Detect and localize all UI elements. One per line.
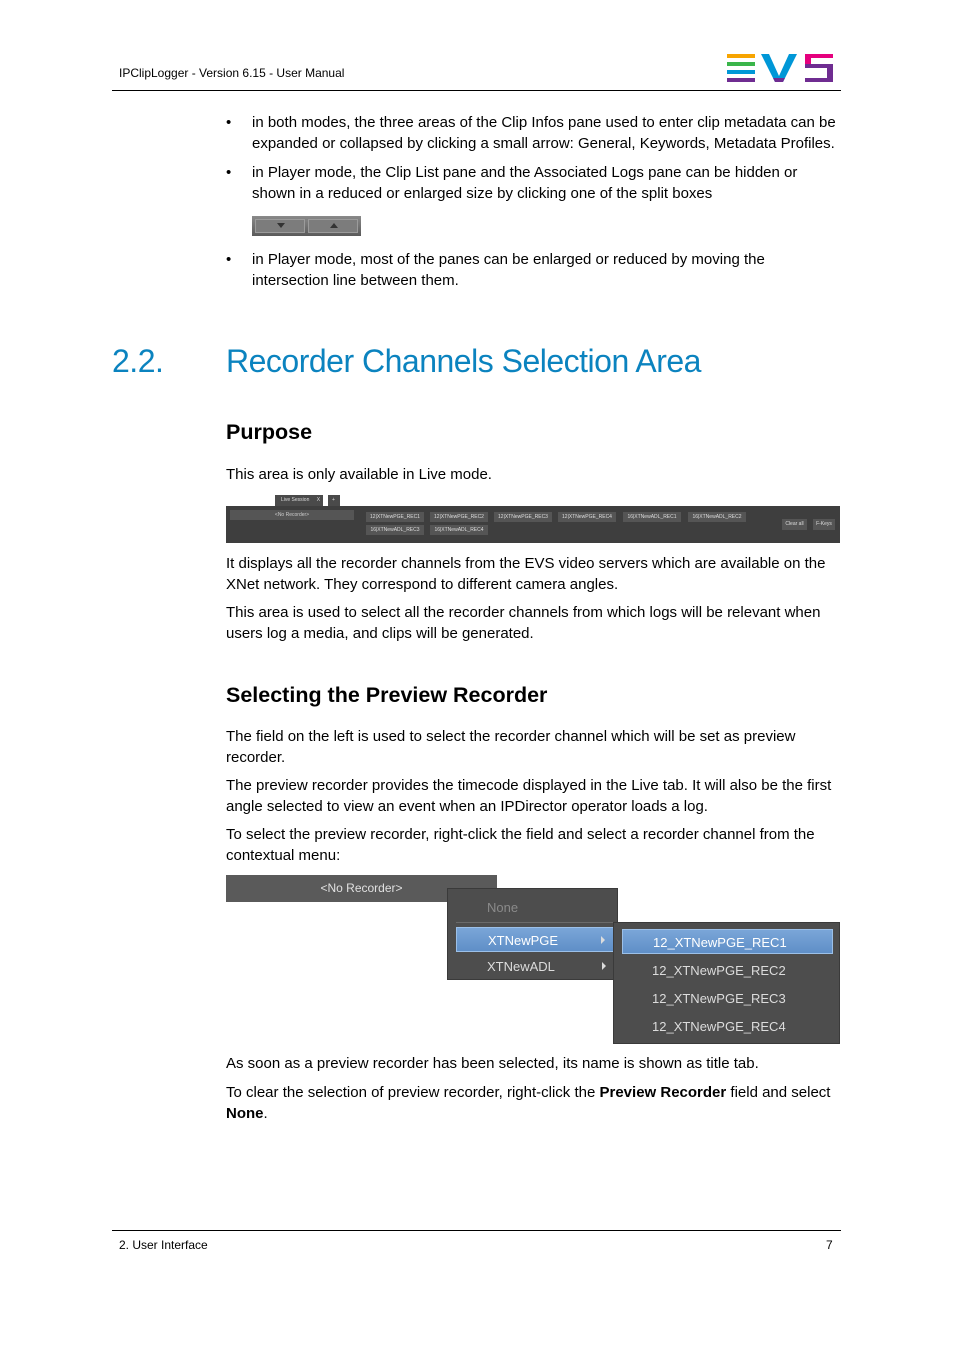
selecting-paragraph: The field on the left is used to select the recorder channel which will be set as preview recorder. <box>226 728 796 766</box>
bullet-marker: • <box>226 164 232 181</box>
fkeys-button[interactable]: F-Keys <box>813 519 835 530</box>
selecting-paragraph: As soon as a preview recorder has been selected, its name is shown as title tab. <box>226 1055 759 1072</box>
menu-item-xtnewadl[interactable] <box>456 954 614 979</box>
text-span: field and select <box>726 1084 831 1101</box>
bullet-text: in Player mode, most of the panes can be enlarged or reduced by moving the intersection line between them. <box>252 251 765 289</box>
purpose-paragraph: This area is used to select all the recorder channels from which logs will be relevant when users log a media, and clips will be generated. <box>226 604 821 642</box>
submenu-item[interactable]: 12_XTNewPGE_REC2 <box>652 963 786 978</box>
menu-item-label: XTNewADL <box>487 959 555 974</box>
channel-button[interactable]: 12|XTNewPGE_REC3 <box>494 512 552 522</box>
list-item <box>226 113 841 154</box>
split-boxes-image <box>252 216 361 236</box>
context-menu <box>447 888 618 980</box>
menu-item-label: XTNewPGE <box>488 933 559 948</box>
header-divider <box>112 90 841 91</box>
section-title: Recorder Channels Selection Area <box>226 343 701 379</box>
arrow-down-icon <box>277 223 285 228</box>
channel-button[interactable]: 16|XTNewADL_REC3 <box>366 525 424 535</box>
menu-item-none[interactable]: None <box>487 900 519 915</box>
channel-button[interactable]: 16|XTNewADL_REC4 <box>430 525 488 535</box>
bullet-text: in Player mode, the Clip List pane and the Associated Logs pane can be hidden or shown in a reduced or enlarged size by clicking one of the split boxes <box>252 164 798 202</box>
text-span: . <box>263 1104 268 1122</box>
clear-all-button[interactable]: Clear all <box>782 519 807 530</box>
list-item <box>226 250 841 291</box>
menu-separator <box>456 922 614 923</box>
menu-item-xtnewpge[interactable] <box>456 927 614 952</box>
channel-button[interactable]: 16|XTNewADL_REC1 <box>623 512 681 522</box>
split-box-down <box>255 219 305 233</box>
evs-logo <box>727 54 835 82</box>
arrow-up-icon <box>330 223 338 228</box>
tab-live-session[interactable] <box>275 495 323 506</box>
section-number: 2.2. <box>112 343 164 379</box>
channel-button[interactable]: 16|XTNewADL_REC2 <box>688 512 746 522</box>
purpose-paragraph: It displays all the recorder channels from the EVS video servers which are available on the XNet network. They correspond to different camera angles. <box>226 555 826 593</box>
page-number: 7 <box>826 1238 833 1252</box>
channel-button[interactable]: 12|XTNewPGE_REC4 <box>558 512 616 522</box>
selecting-paragraph: The preview recorder provides the timecode displayed in the Live tab. It will also be the first angle selected to view an event when an IPDirector operator loads a log. <box>226 777 832 815</box>
purpose-paragraph: This area is only available in Live mode. <box>226 466 492 483</box>
footer-chapter: 2. User Interface <box>119 1238 208 1252</box>
tab-bar <box>226 494 840 506</box>
recorder-area <box>226 506 840 543</box>
channel-button[interactable]: 12|XTNewPGE_REC2 <box>430 512 488 522</box>
add-tab-button[interactable]: + <box>328 495 340 506</box>
submenu-item[interactable]: 12_XTNewPGE_REC4 <box>652 1019 786 1034</box>
bold-term: Preview Recorder <box>599 1084 727 1101</box>
preview-recorder-field[interactable]: <No Recorder> <box>226 875 497 902</box>
chevron-right-icon <box>602 962 606 970</box>
intro-bullet-list <box>226 113 841 300</box>
list-item <box>226 163 841 204</box>
text-span: To clear the selection of preview recorder, right-click the <box>226 1084 600 1101</box>
selecting-paragraph: To select the preview recorder, right-click the field and select a recorder channel from the contextual menu: <box>226 826 815 864</box>
footer-divider <box>112 1230 841 1231</box>
bullet-marker: • <box>226 114 232 131</box>
submenu-item[interactable]: 12_XTNewPGE_REC1 <box>622 929 833 954</box>
submenu <box>613 922 840 1044</box>
bullet-marker: • <box>226 251 232 268</box>
selecting-heading: Selecting the Preview Recorder <box>226 683 548 707</box>
chevron-right-icon <box>601 936 605 944</box>
submenu-item[interactable]: 12_XTNewPGE_REC3 <box>652 991 786 1006</box>
header-title: IPClipLogger - Version 6.15 - User Manual <box>119 66 345 80</box>
recorder-channels-screenshot <box>226 494 840 543</box>
bullet-text: in both modes, the three areas of the Clip Infos pane used to enter clip metadata can be expanded or collapsed by clicking a small arrow: General, Keywords, Metadata Profiles. <box>252 114 836 152</box>
tab-label: Live Session <box>281 497 310 503</box>
purpose-heading: Purpose <box>226 420 313 444</box>
channel-button[interactable]: 12|XTNewPGE_REC1 <box>366 512 424 522</box>
selecting-paragraph <box>226 1083 842 1124</box>
preview-recorder-field[interactable]: <No Recorder> <box>230 510 354 520</box>
close-icon[interactable]: X <box>316 497 321 503</box>
bold-term: None <box>226 1104 264 1122</box>
context-menu-screenshot <box>226 875 840 1044</box>
split-box-up <box>308 219 358 233</box>
